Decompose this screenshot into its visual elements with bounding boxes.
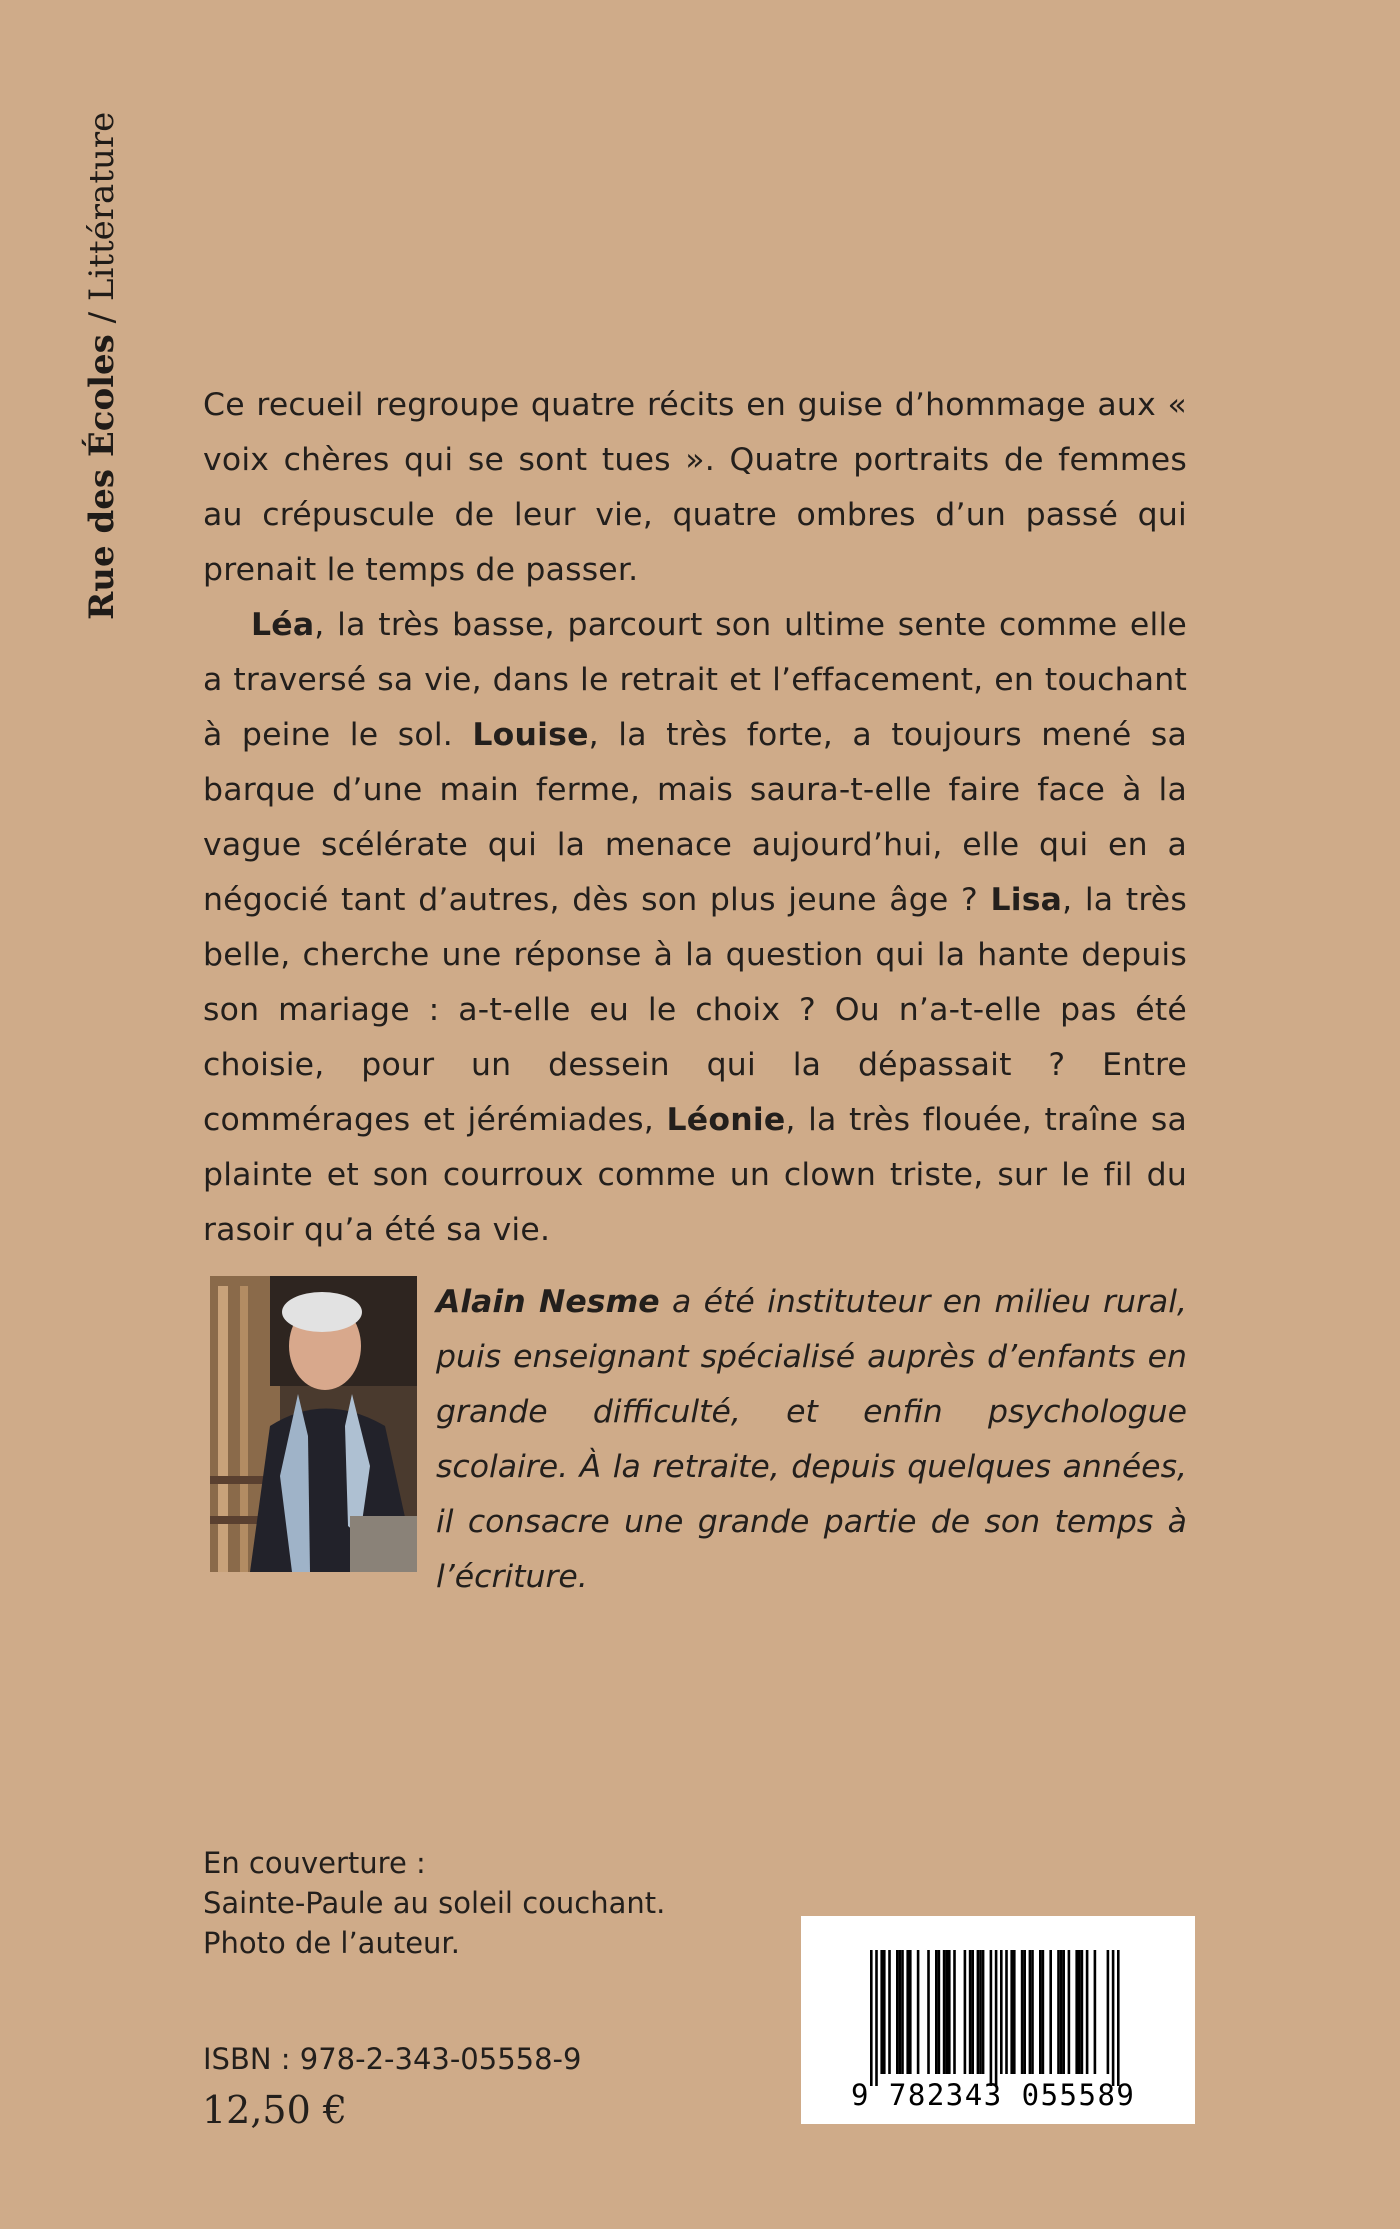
credits-line-3: Photo de l’auteur.: [203, 1926, 460, 1960]
barcode-bar: [977, 1950, 980, 2074]
barcode-bar: [1005, 1950, 1008, 2074]
barcode-bar: [888, 1950, 891, 2074]
character-leonie-text: , la très flouée, traîne sa plainte et son courroux comme un clown triste, sur le fil du rasoir qu’a été sa vie.: [203, 1102, 1187, 1248]
series-name: Rue des Écoles: [82, 334, 122, 620]
barcode-bar: [1042, 1950, 1045, 2074]
barcode-bar: [1023, 1950, 1026, 2074]
character-lisa-text: , la très belle, cherche une réponse à la question qui la hante depuis son mariage : a-t-elle eu le choix ? Ou n’a-t-elle pas été choisie, pour un dessein qui la dépassait ? Entre commérages et jérémiades,: [203, 882, 1187, 1138]
character-lea-text: , la très basse, parcourt son ultime sente comme elle a traversé sa vie, dans le retrait et l’effacement, en touchant à peine le sol.: [203, 607, 1187, 753]
barcode-bar: [896, 1950, 899, 2074]
character-lea: Léa: [251, 607, 315, 643]
barcode-bar: [953, 1950, 956, 2074]
barcode-bar: [883, 1950, 886, 2074]
barcode-bar: [1021, 1950, 1024, 2074]
character-lisa: Lisa: [990, 882, 1063, 918]
barcode-bar: [1075, 1950, 1078, 2074]
price: 12,50 €: [202, 2088, 348, 2132]
barcode-bar: [899, 1950, 902, 2074]
author-bio: [436, 1275, 1187, 1605]
barcode-bar: [917, 1950, 920, 2074]
barcode-bar: [1107, 1950, 1110, 2074]
barcode-bar: [964, 1950, 967, 2074]
barcode-bar: [1117, 1950, 1120, 2086]
barcode-bar: [1112, 1950, 1115, 2086]
barcode-bar: [909, 1950, 912, 2074]
barcode-bar: [927, 1950, 930, 2074]
barcode-bar: [990, 1950, 993, 2086]
blurb-characters: [203, 598, 1187, 1258]
barcode-bar: [1086, 1950, 1089, 2074]
barcode-bar: [945, 1950, 948, 2074]
credits-line-1: En couverture :: [203, 1846, 426, 1880]
barcode-bar: [969, 1950, 972, 2074]
credits-line-2: Sainte-Paule au soleil couchant.: [203, 1886, 666, 1920]
blurb-intro: Ce recueil regroupe quatre récits en guise d’hommage aux « voix chères qui se sont tues ». Quatre portraits de femmes au crépuscule de leur vie, quatre ombres d’un passé qui prenait le temps de passer.: [203, 387, 1187, 588]
barcode-bar: [1031, 1950, 1034, 2074]
barcode-bar: [870, 1950, 873, 2086]
barcode-bar: [880, 1950, 883, 2074]
barcode-bar: [1060, 1950, 1063, 2074]
barcode-bar: [1057, 1950, 1060, 2074]
barcode-bar: [935, 1950, 938, 2074]
character-leonie: Léonie: [666, 1102, 786, 1138]
barcode-bar: [1010, 1950, 1013, 2074]
barcode-bar: [979, 1950, 982, 2074]
barcode: [801, 1916, 1195, 2124]
spine-separator: /: [82, 301, 122, 335]
author-section: [210, 1275, 1187, 1595]
barcode-bar: [1062, 1950, 1065, 2074]
spine-title: [22, 100, 542, 620]
isbn: ISBN : 978-2-343-05558-9: [203, 2042, 582, 2076]
author-name: Alain Nesme: [436, 1284, 660, 1320]
barcode-bar: [938, 1950, 941, 2074]
barcode-bar: [906, 1950, 909, 2074]
barcode-bar: [971, 1950, 974, 2074]
barcode-bar: [982, 1950, 985, 2074]
barcode-bar: [943, 1950, 946, 2074]
barcode-bar: [1068, 1950, 1071, 2074]
author-photo: [210, 1276, 417, 1572]
character-louise-text: , la très forte, a toujours mené sa barque d’une main ferme, mais saura-t-elle faire face à la vague scélérate qui la menace aujourd’hui, elle qui en a négocié tant d’autres, dès son plus jeune âge ?: [203, 717, 1187, 918]
barcode-bar: [1000, 1950, 1003, 2074]
barcode-bar: [875, 1950, 878, 2086]
genre-name: Littérature: [82, 111, 122, 302]
barcode-bar: [1078, 1950, 1081, 2074]
character-louise: Louise: [472, 717, 589, 753]
barcode-bar: [1029, 1950, 1032, 2074]
back-cover-blurb: [203, 378, 1187, 1258]
barcode-bar: [901, 1950, 904, 2074]
barcode-bar: [1039, 1950, 1042, 2074]
author-bio-text: a été instituteur en milieu rural, puis enseignant spécialisé auprès d’enfants en grande difficulté, et enfin psychologue scolaire. À la retraite, depuis quelques années, il consacre une grande partie de son temps à l’écriture.: [436, 1284, 1187, 1595]
barcode-bar: [948, 1950, 951, 2074]
barcode-bar: [1013, 1950, 1016, 2074]
barcode-bar: [1094, 1950, 1097, 2074]
cover-credits: [203, 1843, 665, 1963]
barcode-bar: [1081, 1950, 1084, 2074]
barcode-digits: 9 782343 055589: [851, 2078, 1136, 2112]
barcode-bar: [1049, 1950, 1052, 2074]
barcode-bar: [995, 1950, 998, 2086]
